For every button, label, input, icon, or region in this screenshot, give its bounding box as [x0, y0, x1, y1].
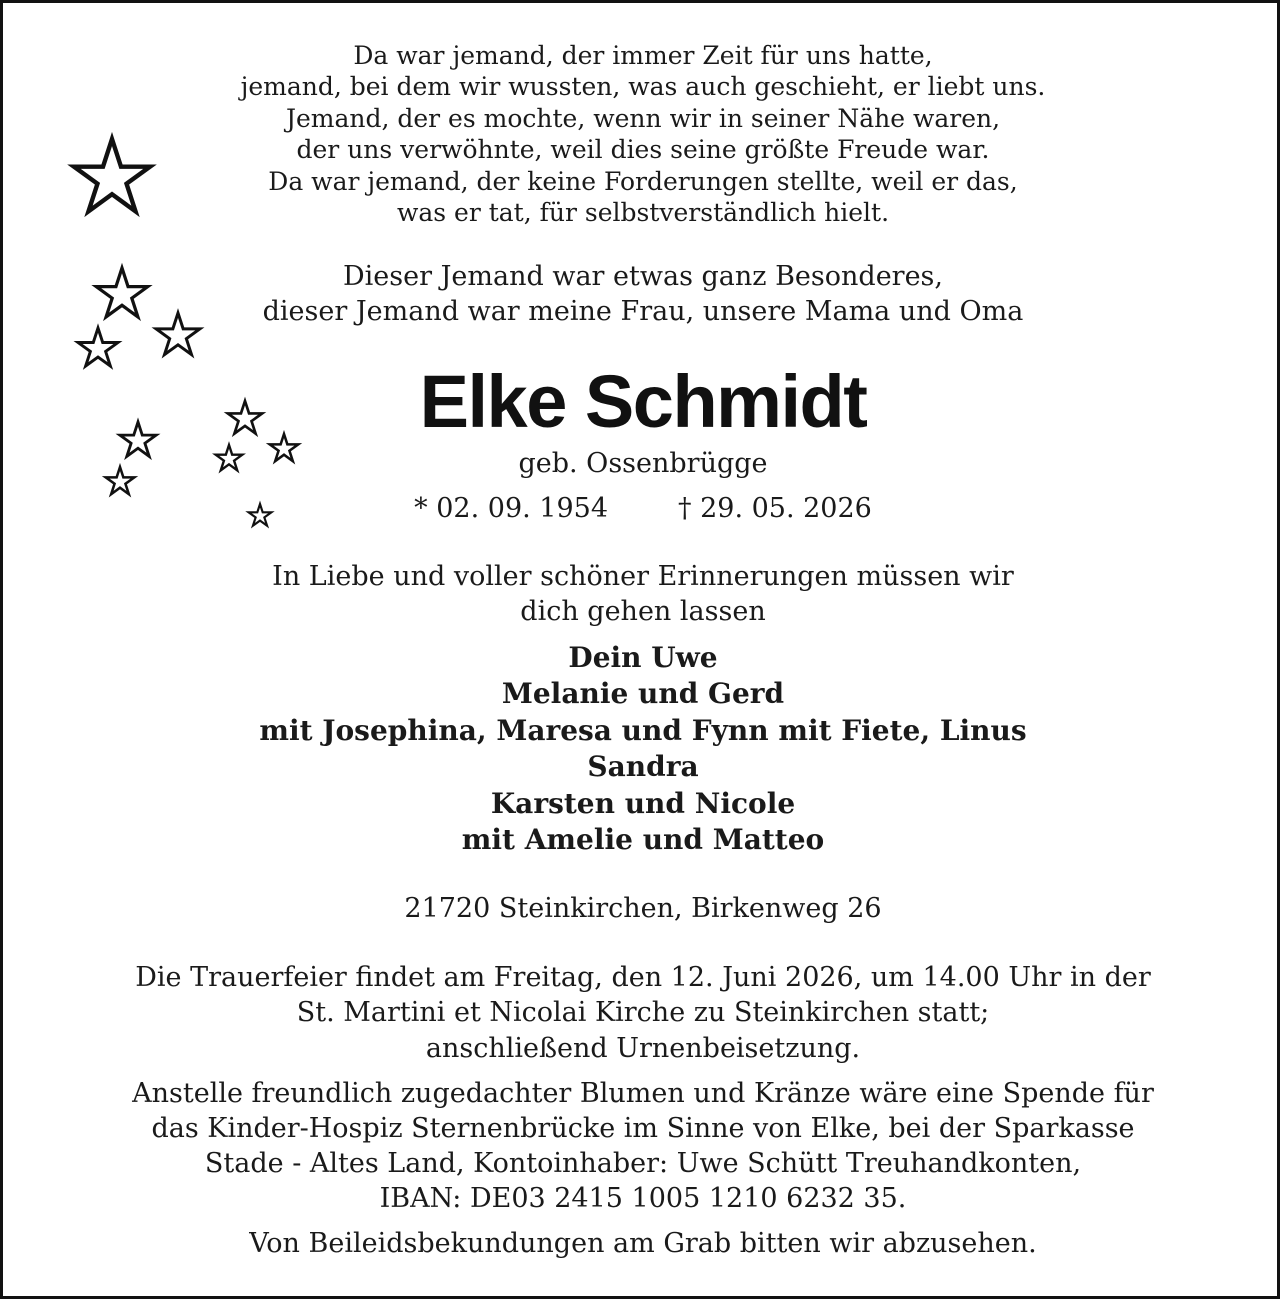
funeral-line: St. Martini et Nicolai Kirche zu Steinkirchen statt; [296, 997, 990, 1028]
deceased-name: Elke Schmidt [419, 360, 867, 443]
donation-line: IBAN: DE03 2415 1005 1210 6232 35. [379, 1183, 907, 1214]
donation-line: Stade - Altes Land, Kontoinhaber: Uwe Schütt Treuhandkonten, [204, 1148, 1082, 1179]
intro-line: Dieser Jemand war etwas ganz Besonderes, [343, 261, 943, 292]
family-member: mit Amelie und Matteo [461, 823, 825, 856]
poem-line: Da war jemand, der keine Forderungen stellte, weil er das, [268, 167, 1018, 196]
funeral-line: anschließend Urnenbeisetzung. [425, 1033, 861, 1064]
family-member: mit Josephina, Maresa und Fynn mit Fiete, Linus [259, 714, 1027, 747]
poem-line: was er tat, für selbstverständlich hielt. [396, 198, 890, 227]
funeral-line: Die Trauerfeier findet am Freitag, den 12. Juni 2026, um 14.00 Uhr in der [135, 962, 1151, 993]
family-member: Sandra [587, 750, 699, 783]
poem-line: Jemand, der es mochte, wenn wir in seiner Nähe waren, [285, 104, 1001, 133]
life-dates [3, 493, 1280, 524]
farewell-line: In Liebe und voller schöner Erinnerungen müssen wir [272, 561, 1014, 592]
poem-line: der uns verwöhnte, weil dies seine größte Freude war. [296, 135, 990, 164]
family-member: Karsten und Nicole [490, 787, 796, 820]
family-member: Melanie und Gerd [501, 677, 785, 710]
poem-line: jemand, bei dem wir wussten, was auch geschieht, er liebt uns. [240, 72, 1046, 101]
birth-date: * 02. 09. 1954 [414, 493, 608, 524]
donation-line: Anstelle freundlich zugedachter Blumen und Kränze wäre eine Spende für [132, 1078, 1154, 1109]
death-date: † 29. 05. 2026 [678, 493, 872, 524]
birth-name: geb. Ossenbrügge [518, 448, 768, 479]
poem-line: Da war jemand, der immer Zeit für uns hatte, [353, 41, 933, 70]
closing-note: Von Beileidsbekundungen am Grab bitten wir abzusehen. [249, 1228, 1037, 1259]
farewell-line: dich gehen lassen [520, 596, 766, 627]
family-member: Dein Uwe [568, 641, 718, 674]
donation-line: das Kinder-Hospiz Sternenbrücke im Sinne von Elke, bei der Sparkasse [151, 1113, 1135, 1144]
address: 21720 Steinkirchen, Birkenweg 26 [404, 893, 882, 924]
intro-line: dieser Jemand war meine Frau, unsere Mama und Oma [262, 296, 1024, 327]
